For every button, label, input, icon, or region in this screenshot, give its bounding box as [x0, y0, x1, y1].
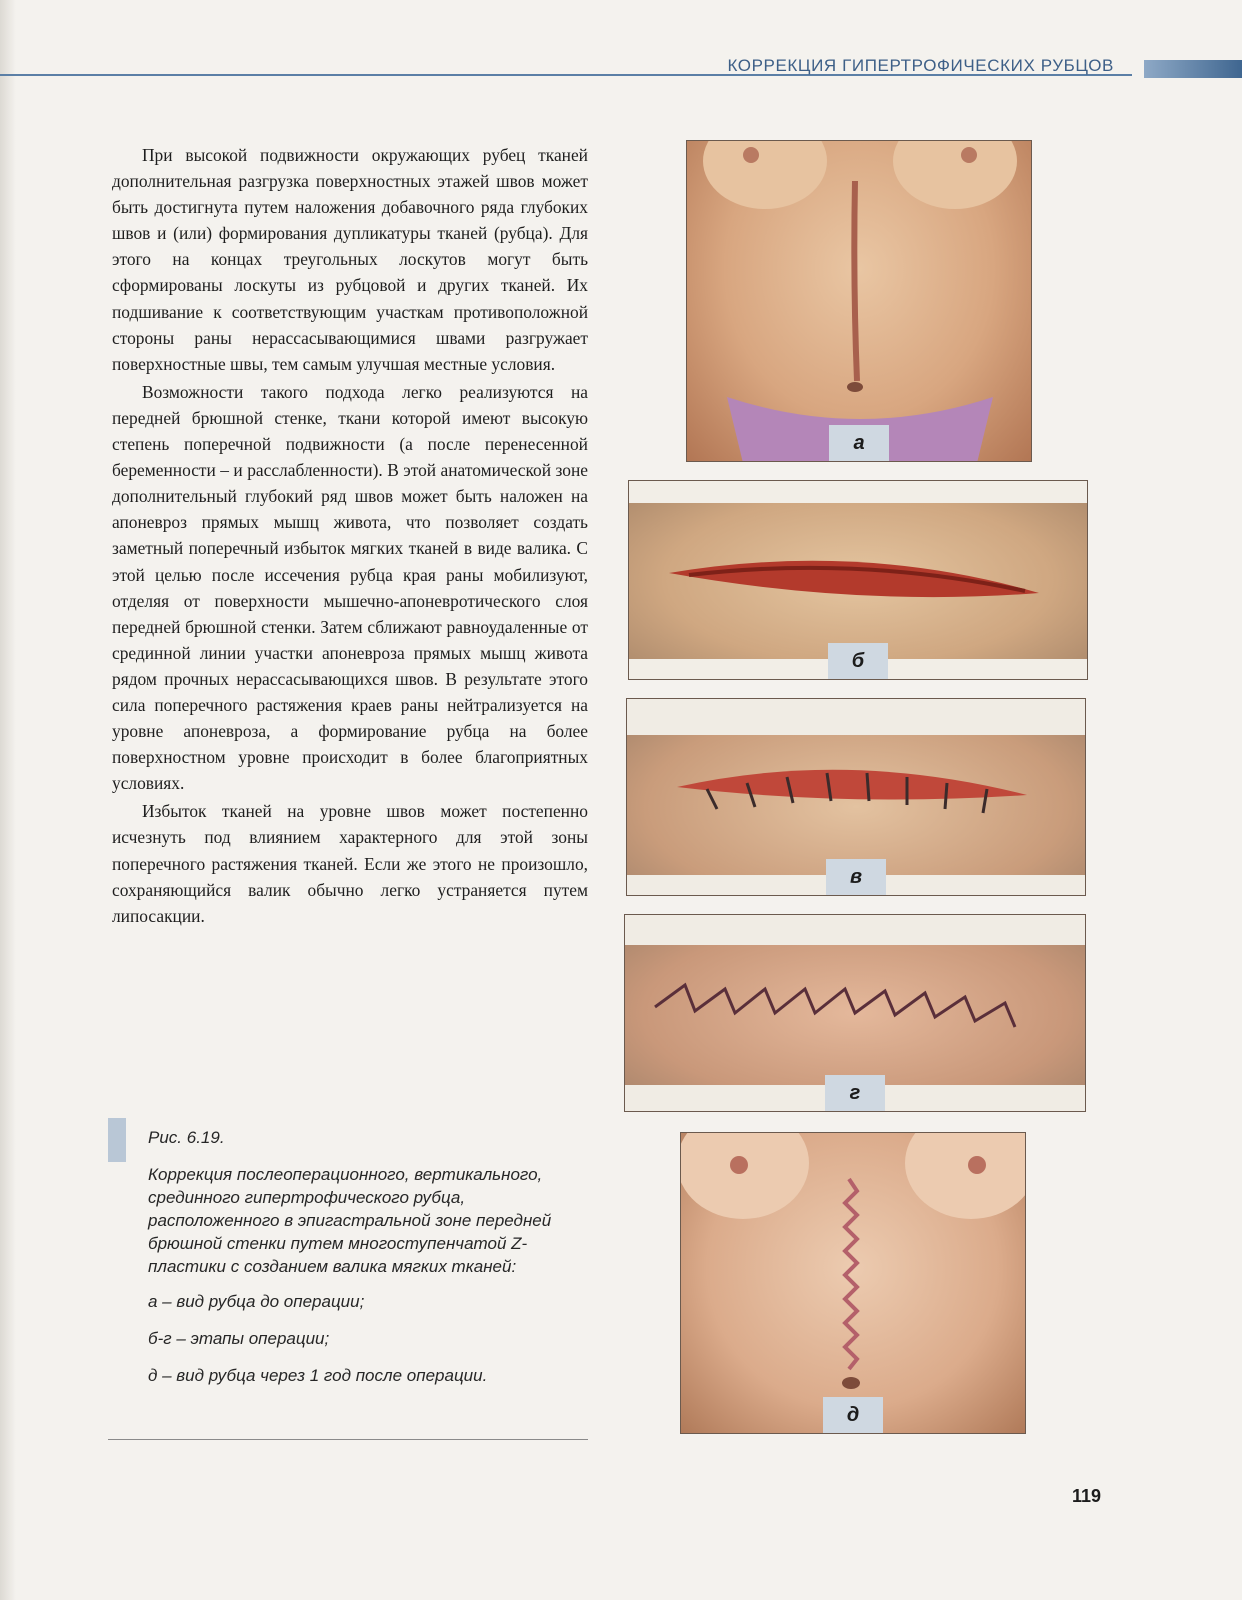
caption-rule	[108, 1439, 588, 1440]
caption-body	[148, 1126, 578, 1401]
photo-panel-b	[628, 480, 1088, 680]
header-tab	[1144, 60, 1242, 78]
torso-illustration	[687, 141, 1032, 462]
figure-caption	[108, 1118, 588, 1440]
body-text	[112, 142, 588, 931]
panel-label: а	[829, 425, 889, 461]
page-edge	[0, 0, 16, 1600]
figure-number: Рис. 6.19.	[148, 1128, 225, 1147]
figure-item: а – вид рубца до операции;	[148, 1292, 365, 1311]
paragraph: Возможности такого подхода легко реализуются на передней брюшной стенке, ткани которой имеют высокую степень поперечной подвижности (а после перенесенной беременности – и расслабленности). В этой анатомической зоне дополнительный глубокий ряд швов может быть наложен на апоневроз прямых мышц живота, что позволяет создать заметный поперечный избыток мягких тканей в виде валика. С этой целью после иссечения рубца края раны мобилизуют, отделяя от поверхности мышечно-апоневротического слоя передней брюшной стенки. Затем сближают равноудаленные от срединной линии участки апоневроза прямых мышц живота рядом прочных нерассасывающихся швов. В результате этого сила поперечного растяжения краев раны нейтрализуется на уровне апоневроза, а формирование рубца на более поверхностном уровне происходит в более благоприятных условиях.	[112, 381, 588, 794]
figure-item: б-г – этапы операции;	[148, 1329, 330, 1348]
panel-label: д	[823, 1397, 883, 1433]
figure-description: Коррекция послеоперационного, вертикального, срединного гипертрофического рубца, расположенного в эпигастральной зоне передней брюшной стенки путем многоступенчатой Z-пластики с созданием валика мягких тканей:	[148, 1165, 552, 1276]
torso-after-illustration	[681, 1133, 1026, 1434]
running-header-title: КОРРЕКЦИЯ ГИПЕРТРОФИЧЕСКИХ РУБЦОВ	[727, 56, 1114, 75]
caption-accent-bar	[108, 1118, 126, 1162]
photo-panel-c	[626, 698, 1086, 896]
panel-label: в	[826, 859, 886, 895]
figure-item: д – вид рубца через 1 год после операции.	[148, 1366, 488, 1385]
panel-label: г	[825, 1075, 885, 1111]
photo-panel-d	[624, 914, 1086, 1112]
photo-panel-a	[686, 140, 1032, 462]
photo-panel-e	[680, 1132, 1026, 1434]
paragraph: Избыток тканей на уровне швов может постепенно исчезнуть под влиянием характерного для этой зоны поперечного растяжения тканей. Если же этого не произошло, сохраняющийся валик обычно легко устраняется путем липосакции.	[112, 801, 588, 926]
panel-label: б	[828, 643, 888, 679]
paragraph: При высокой подвижности окружающих рубец тканей дополнительная разгрузка поверхностных этажей швов может быть достигнута путем наложения добавочного ряда глубоких швов и (или) формирования дупликатуры тканей (рубца). Для этого на концах треугольных лоскутов могут быть сформированы лоскуты из рубцовой и других тканей. Их подшивание к соответствующим участкам противоположной стороны раны нерассасывающимися швами разгружает поверхностные швы, тем самым улучшая местные условия.	[112, 145, 588, 374]
page-number: 119	[1072, 1486, 1102, 1506]
